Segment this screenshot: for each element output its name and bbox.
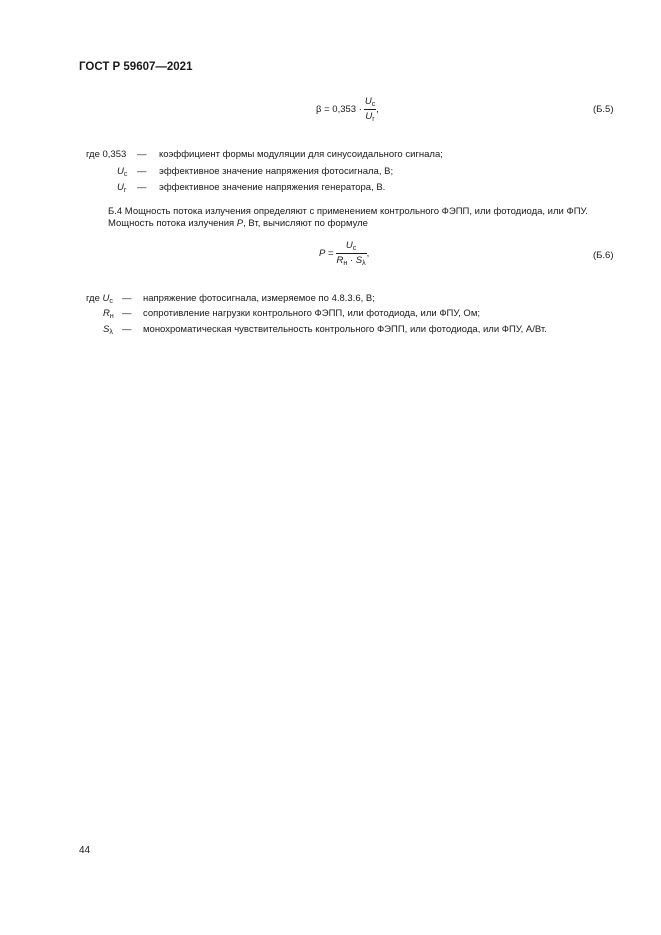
def-text: коэффициент формы модуляции для синусоидального сигнала;	[159, 149, 443, 160]
formula-b5-fraction	[364, 96, 376, 123]
def-text: эффективное значение напряжения фотосигнала, В;	[159, 166, 394, 177]
def-symbol: $R_н$	[103, 308, 114, 320]
def-lead: где 0,353	[86, 149, 127, 160]
def-text: эффективное значение напряжения генератора, В.	[159, 182, 386, 193]
def-text: сопротивление нагрузки контрольного ФЭПП, или фотодиода, или ФПУ, Ом;	[143, 308, 480, 319]
formula-b6	[319, 240, 369, 267]
formula-b6-lhs: P =	[319, 248, 334, 259]
def-dash: —	[122, 324, 132, 335]
section-b4-line-1: Б.4 Мощность потока излучения определяют с применением контрольного ФЭПП, или фотодиода, или ФПУ.	[108, 206, 588, 217]
formula-b5-numerator: $U_с$	[364, 96, 376, 108]
formula-b6-comma: ,	[366, 248, 370, 259]
formula-b6-fraction	[336, 240, 367, 267]
page-number: 44	[79, 845, 91, 856]
def-dash: —	[137, 149, 147, 160]
def-symbol: $U_с$	[117, 166, 128, 178]
formula-b5-denominator: $U_г$	[365, 111, 375, 123]
def-dash: —	[137, 166, 147, 177]
section-b4-line-2: Мощность потока излучения P, Вт, вычисляют по формуле	[108, 218, 368, 229]
def-symbol: где $U_с$	[86, 293, 113, 305]
formula-b5	[316, 96, 379, 123]
def-symbol: $U_г$	[117, 182, 127, 194]
formula-b5-number: (Б.5)	[593, 104, 614, 115]
formula-b6-numerator: $U_с$	[336, 240, 367, 254]
formula-b5-comma: ,	[376, 104, 379, 115]
def-text: монохроматическая чувствительность контрольного ФЭПП, или фотодиода, или ФПУ, А/Вт.	[143, 324, 547, 335]
def-dash: —	[122, 308, 132, 319]
def-symbol: $S_\lambda$	[103, 324, 113, 336]
def-text: напряжение фотосигнала, измеряемое по 4.8.3.6, В;	[143, 293, 375, 304]
formula-b6-denominator: $R_н \cdot S_\lambda$	[336, 255, 366, 267]
def-dash: —	[122, 293, 132, 304]
formula-b5-lhs: β = 0,353 ·	[316, 104, 362, 115]
formula-b6-number: (Б.6)	[593, 250, 614, 261]
document-header: ГОСТ Р 59607—2021	[79, 61, 193, 73]
def-dash: —	[137, 182, 147, 193]
